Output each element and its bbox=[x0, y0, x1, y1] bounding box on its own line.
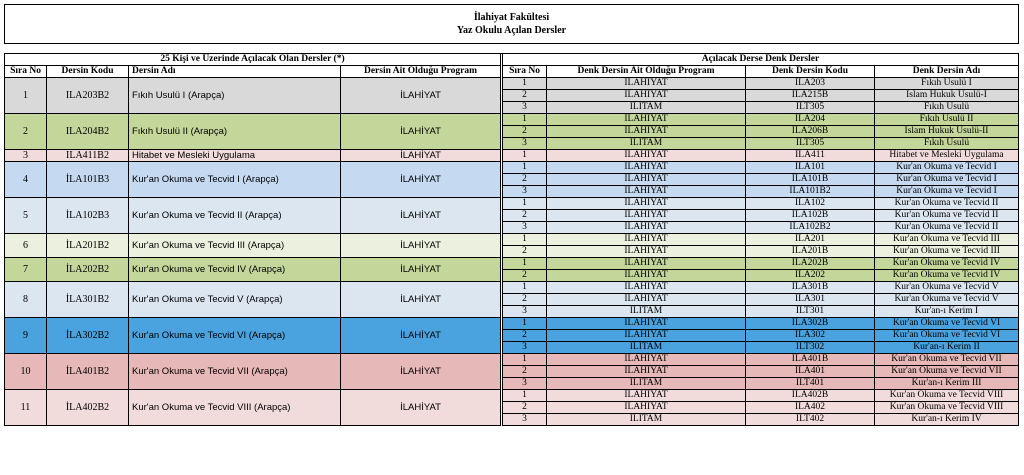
equivalent-code: İLA102B bbox=[746, 210, 875, 222]
equivalent-code: İLT401 bbox=[746, 378, 875, 390]
equivalent-code: ILA203 bbox=[746, 78, 875, 90]
equivalent-program: İLAHİYAT bbox=[547, 222, 746, 234]
equivalent-code: İLA102B2 bbox=[746, 222, 875, 234]
course-program: İLAHİYAT bbox=[341, 162, 501, 198]
course-code: ILA411B2 bbox=[47, 150, 129, 162]
course-name: Kur'an Okuma ve Tecvid IV (Arapça) bbox=[129, 258, 341, 282]
equivalent-no: 2 bbox=[503, 210, 547, 222]
equivalent-code: İLT302 bbox=[746, 342, 875, 354]
equivalent-name: Kur'an Okuma ve Tecvid II bbox=[875, 222, 1019, 234]
equivalent-program: İLAHİYAT bbox=[547, 126, 746, 138]
equivalent-no: 2 bbox=[503, 90, 547, 102]
equivalent-name: Kur'an Okuma ve Tecvid VII bbox=[875, 366, 1019, 378]
equivalent-name: Kur'an Okuma ve Tecvid VI bbox=[875, 330, 1019, 342]
group-header-row bbox=[5, 54, 1019, 66]
equivalent-program: İLAHİYAT bbox=[547, 318, 746, 330]
equivalent-no: 1 bbox=[503, 162, 547, 174]
equivalent-name: Fıkıh Usulü bbox=[875, 102, 1019, 114]
equivalent-code: İLA201 bbox=[746, 234, 875, 246]
equivalent-no: 1 bbox=[503, 114, 547, 126]
equivalent-no: 1 bbox=[503, 78, 547, 90]
equivalent-program: İLİTAM bbox=[547, 342, 746, 354]
equivalent-name: Kur'an Okuma ve Tecvid VII bbox=[875, 354, 1019, 366]
col-header-dersin-adi: Dersin Adı bbox=[129, 66, 341, 78]
course-code: İLA101B3 bbox=[47, 162, 129, 198]
table-row bbox=[5, 114, 1019, 126]
equivalent-program: İLAHİYAT bbox=[547, 150, 746, 162]
col-header-dersin-kodu: Dersin Kodu bbox=[47, 66, 129, 78]
course-code: İLA401B2 bbox=[47, 354, 129, 390]
equivalent-no: 1 bbox=[503, 390, 547, 402]
equivalent-name: Kur'an Okuma ve Tecvid VIII bbox=[875, 402, 1019, 414]
equivalent-code: İLA101B2 bbox=[746, 186, 875, 198]
equivalent-program: İLAHİYAT bbox=[547, 390, 746, 402]
equivalent-no: 3 bbox=[503, 378, 547, 390]
equivalent-program: İLAHİYAT bbox=[547, 282, 746, 294]
equivalent-no: 3 bbox=[503, 138, 547, 150]
col-header-program: Dersin Ait Olduğu Program bbox=[341, 66, 501, 78]
col-header-denk-adi: Denk Dersin Adı bbox=[875, 66, 1019, 78]
course-name: Kur'an Okuma ve Tecvid VIII (Arapça) bbox=[129, 390, 341, 426]
table-row bbox=[5, 282, 1019, 294]
table-row bbox=[5, 258, 1019, 270]
equivalent-no: 1 bbox=[503, 150, 547, 162]
equivalent-program: İLAHİYAT bbox=[547, 258, 746, 270]
equivalent-no: 2 bbox=[503, 330, 547, 342]
equivalent-no: 1 bbox=[503, 258, 547, 270]
equivalent-name: Hitabet ve Mesleki Uygulama bbox=[875, 150, 1019, 162]
equivalent-no: 3 bbox=[503, 222, 547, 234]
equivalent-program: İLAHİYAT bbox=[547, 246, 746, 258]
equivalent-name: İslam Hukuk Usulü-II bbox=[875, 126, 1019, 138]
course-name: Hitabet ve Mesleki Uygulama bbox=[129, 150, 341, 162]
course-code: İLA301B2 bbox=[47, 282, 129, 318]
table-row bbox=[5, 390, 1019, 402]
equivalent-program: İLİTAM bbox=[547, 306, 746, 318]
equivalent-no: 3 bbox=[503, 186, 547, 198]
course-program: İLAHİYAT bbox=[341, 78, 501, 114]
course-program: İLAHİYAT bbox=[341, 318, 501, 354]
equivalent-name: Kur'an Okuma ve Tecvid V bbox=[875, 282, 1019, 294]
equivalent-program: İLAHİYAT bbox=[547, 198, 746, 210]
course-name: Kur'an Okuma ve Tecvid VI (Arapça) bbox=[129, 318, 341, 354]
course-code: İLA201B2 bbox=[47, 234, 129, 258]
table-row bbox=[5, 354, 1019, 366]
equivalent-name: Kur'an-ı Kerim II bbox=[875, 342, 1019, 354]
course-name: Fıkıh Usulü I (Arapça) bbox=[129, 78, 341, 114]
right-group-header: Açılacak Derse Denk Dersler bbox=[503, 54, 1019, 66]
equivalent-program: İLİTAM bbox=[547, 378, 746, 390]
equivalent-name: Kur'an Okuma ve Tecvid VI bbox=[875, 318, 1019, 330]
equivalent-code: İLA302 bbox=[746, 330, 875, 342]
course-name: Kur'an Okuma ve Tecvid VII (Arapça) bbox=[129, 354, 341, 390]
equivalent-code: İLA301 bbox=[746, 294, 875, 306]
equivalent-name: Kur'an Okuma ve Tecvid II bbox=[875, 210, 1019, 222]
equivalent-name: Kur'an Okuma ve Tecvid I bbox=[875, 174, 1019, 186]
equivalent-program: İLAHİYAT bbox=[547, 294, 746, 306]
table-row bbox=[5, 162, 1019, 174]
equivalent-program: İLAHİYAT bbox=[547, 186, 746, 198]
equivalent-program: İLİTAM bbox=[547, 138, 746, 150]
equivalent-code: İLA402 bbox=[746, 402, 875, 414]
course-program: İLAHİYAT bbox=[341, 354, 501, 390]
equivalent-name: Kur'an Okuma ve Tecvid I bbox=[875, 162, 1019, 174]
column-header-row bbox=[5, 66, 1019, 78]
course-program: İLAHİYAT bbox=[341, 198, 501, 234]
equivalent-no: 1 bbox=[503, 318, 547, 330]
equivalent-program: İLAHİYAT bbox=[547, 210, 746, 222]
course-name: Kur'an Okuma ve Tecvid I (Arapça) bbox=[129, 162, 341, 198]
equivalent-no: 1 bbox=[503, 234, 547, 246]
table-row bbox=[5, 78, 1019, 90]
table-row bbox=[5, 198, 1019, 210]
equivalent-program: İLAHİYAT bbox=[547, 90, 746, 102]
equivalent-no: 2 bbox=[503, 402, 547, 414]
equivalent-program: İLİTAM bbox=[547, 414, 746, 426]
equivalent-code: ILA206B bbox=[746, 126, 875, 138]
equivalent-no: 3 bbox=[503, 306, 547, 318]
course-no: 2 bbox=[5, 114, 47, 150]
course-program: İLAHİYAT bbox=[341, 234, 501, 258]
col-header-denk-program: Denk Dersin Ait Olduğu Program bbox=[547, 66, 746, 78]
col-header-sira-no: Sıra No bbox=[5, 66, 47, 78]
equivalent-program: İLAHİYAT bbox=[547, 78, 746, 90]
course-no: 1 bbox=[5, 78, 47, 114]
equivalent-name: Fıkıh Usulü I bbox=[875, 78, 1019, 90]
course-code: İLA302B2 bbox=[47, 318, 129, 354]
equivalent-name: Kur'an Okuma ve Tecvid II bbox=[875, 198, 1019, 210]
equivalent-no: 1 bbox=[503, 354, 547, 366]
equivalent-name: Kur'an Okuma ve Tecvid VIII bbox=[875, 390, 1019, 402]
course-name: Kur'an Okuma ve Tecvid V (Arapça) bbox=[129, 282, 341, 318]
course-program: İLAHİYAT bbox=[341, 150, 501, 162]
course-no: 4 bbox=[5, 162, 47, 198]
equivalent-code: İLA202B bbox=[746, 258, 875, 270]
equivalent-name: Fıkıh Usulü II bbox=[875, 114, 1019, 126]
equivalent-program: İLİTAM bbox=[547, 102, 746, 114]
course-program: İLAHİYAT bbox=[341, 114, 501, 150]
course-name: Kur'an Okuma ve Tecvid II (Arapça) bbox=[129, 198, 341, 234]
title-row bbox=[5, 5, 1019, 44]
table-row bbox=[5, 150, 1019, 162]
col-header-denk-kodu: Denk Dersin Kodu bbox=[746, 66, 875, 78]
equivalent-name: Kur'an-ı Kerim III bbox=[875, 378, 1019, 390]
equivalent-code: İLA301B bbox=[746, 282, 875, 294]
equivalent-no: 3 bbox=[503, 102, 547, 114]
equivalent-program: İLAHİYAT bbox=[547, 174, 746, 186]
equivalent-no: 2 bbox=[503, 366, 547, 378]
course-no: 8 bbox=[5, 282, 47, 318]
courses-table bbox=[4, 4, 1019, 426]
equivalent-code: İLA101 bbox=[746, 162, 875, 174]
equivalent-name: Kur'an Okuma ve Tecvid V bbox=[875, 294, 1019, 306]
equivalent-name: İslam Hukuk Usulü-I bbox=[875, 90, 1019, 102]
equivalent-program: İLAHİYAT bbox=[547, 114, 746, 126]
course-no: 7 bbox=[5, 258, 47, 282]
equivalent-code: İLT305 bbox=[746, 102, 875, 114]
equivalent-program: İLAHİYAT bbox=[547, 162, 746, 174]
equivalent-no: 2 bbox=[503, 246, 547, 258]
equivalent-no: 2 bbox=[503, 270, 547, 282]
equivalent-code: İLT305 bbox=[746, 138, 875, 150]
title-faculty: İlahiyat Fakültesi bbox=[473, 12, 550, 23]
course-code: ILA203B2 bbox=[47, 78, 129, 114]
equivalent-no: 1 bbox=[503, 198, 547, 210]
equivalent-name: Fıkıh Usulü bbox=[875, 138, 1019, 150]
equivalent-code: İLA101B bbox=[746, 174, 875, 186]
document-title bbox=[5, 5, 1019, 44]
equivalent-code: ILA204 bbox=[746, 114, 875, 126]
left-group-header: 25 Kişi ve Üzerinde Açılacak Olan Dersler (*) bbox=[5, 54, 501, 66]
document-page bbox=[4, 4, 1018, 426]
equivalent-no: 2 bbox=[503, 174, 547, 186]
equivalent-name: Kur'an Okuma ve Tecvid I bbox=[875, 186, 1019, 198]
equivalent-program: İLAHİYAT bbox=[547, 402, 746, 414]
course-no: 6 bbox=[5, 234, 47, 258]
equivalent-no: 2 bbox=[503, 126, 547, 138]
equivalent-code: ILA411 bbox=[746, 150, 875, 162]
equivalent-code: İLA302B bbox=[746, 318, 875, 330]
equivalent-name: Kur'an Okuma ve Tecvid IV bbox=[875, 270, 1019, 282]
title-subtitle: Yaz Okulu Açılan Dersler bbox=[456, 25, 567, 36]
equivalent-code: İLA401 bbox=[746, 366, 875, 378]
course-no: 5 bbox=[5, 198, 47, 234]
equivalent-code: İLA102 bbox=[746, 198, 875, 210]
col-header-denk-sira-no: Sıra No bbox=[503, 66, 547, 78]
course-no: 3 bbox=[5, 150, 47, 162]
equivalent-program: İLAHİYAT bbox=[547, 234, 746, 246]
course-program: İLAHİYAT bbox=[341, 258, 501, 282]
equivalent-program: İLAHİYAT bbox=[547, 330, 746, 342]
equivalent-code: İLT301 bbox=[746, 306, 875, 318]
equivalent-program: İLAHİYAT bbox=[547, 366, 746, 378]
course-name: Kur'an Okuma ve Tecvid III (Arapça) bbox=[129, 234, 341, 258]
equivalent-program: İLAHİYAT bbox=[547, 270, 746, 282]
course-program: İLAHİYAT bbox=[341, 390, 501, 426]
equivalent-code: İLA402B bbox=[746, 390, 875, 402]
equivalent-name: Kur'an Okuma ve Tecvid IV bbox=[875, 258, 1019, 270]
course-code: İLA102B3 bbox=[47, 198, 129, 234]
course-program: İLAHİYAT bbox=[341, 282, 501, 318]
equivalent-no: 2 bbox=[503, 294, 547, 306]
equivalent-no: 1 bbox=[503, 282, 547, 294]
equivalent-no: 3 bbox=[503, 342, 547, 354]
equivalent-name: Kur'an Okuma ve Tecvid III bbox=[875, 246, 1019, 258]
equivalent-name: Kur'an Okuma ve Tecvid III bbox=[875, 234, 1019, 246]
equivalent-name: Kur'an-ı Kerim IV bbox=[875, 414, 1019, 426]
table-row bbox=[5, 234, 1019, 246]
equivalent-code: İLA401B bbox=[746, 354, 875, 366]
equivalent-code: İLA202 bbox=[746, 270, 875, 282]
equivalent-code: İLA201B bbox=[746, 246, 875, 258]
equivalent-no: 3 bbox=[503, 414, 547, 426]
course-code: ILA204B2 bbox=[47, 114, 129, 150]
equivalent-code: İLT402 bbox=[746, 414, 875, 426]
course-name: Fıkıh Usulü II (Arapça) bbox=[129, 114, 341, 150]
course-no: 10 bbox=[5, 354, 47, 390]
equivalent-code: ILA215B bbox=[746, 90, 875, 102]
course-code: İLA202B2 bbox=[47, 258, 129, 282]
equivalent-program: İLAHİYAT bbox=[547, 354, 746, 366]
course-code: İLA402B2 bbox=[47, 390, 129, 426]
equivalent-name: Kur'an-ı Kerim I bbox=[875, 306, 1019, 318]
table-row bbox=[5, 318, 1019, 330]
course-no: 11 bbox=[5, 390, 47, 426]
course-no: 9 bbox=[5, 318, 47, 354]
